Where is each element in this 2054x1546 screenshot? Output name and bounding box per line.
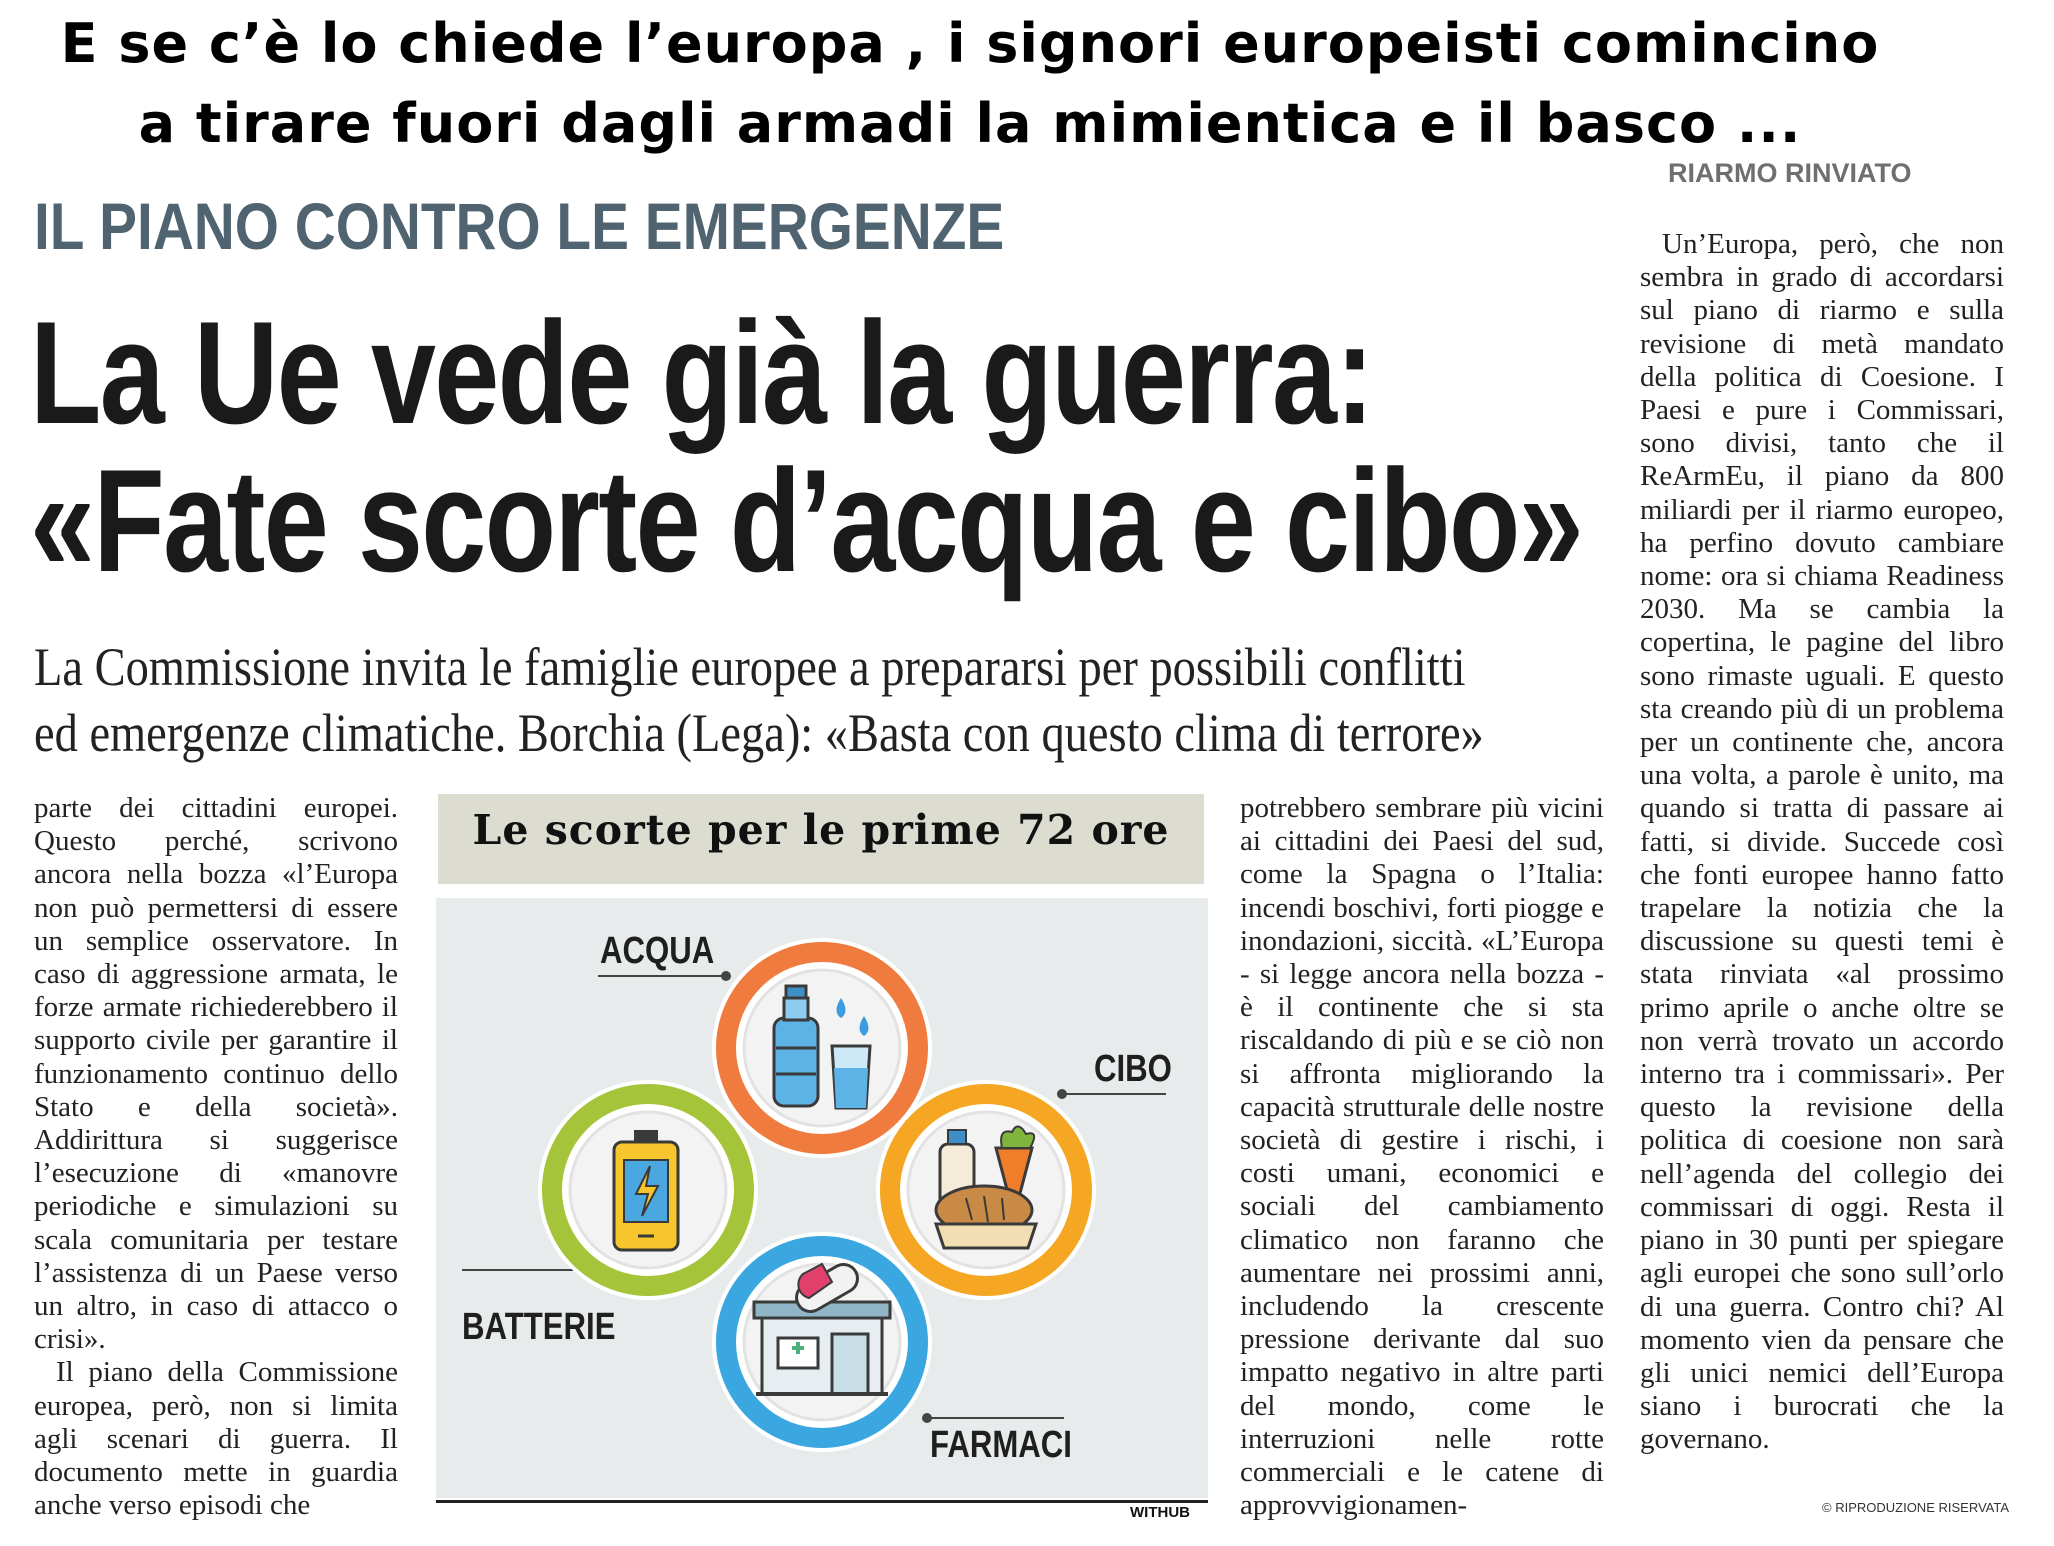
article-kicker: IL PIANO CONTRO LE EMERGENZE xyxy=(34,189,1005,263)
label-food: CIBO xyxy=(1094,1048,1172,1090)
caption-line-2: a tirare fuori dagli armadi la mimientica e il basco ... xyxy=(138,92,1802,155)
sidebar-paragraph: Un’Europa, però, che non sembra in grado di accordarsi sul piano di riarmo e sulla revisione di metà mandato della politica di Coesione. I Paesi e pure i Commissari, sono divisi, tanto che il ReArmEu, il piano da 800 miliardi per il riarmo europeo, ha perfino dovuto cambiare nome: ora si chiama Readiness 2030. Ma se cambia la copertina, le pagine del libro sono rimaste uguali. E questo sta creando più di un problema per un continente che, ancora una volta, a parole è unito, ma quando si tratta di passare ai fatti, si divide. Succede così che fonti europee hanno fatto trapelare la notizia che la discussione su questi temi è stata rinviata «al prossimo primo aprile o anche oltre se non verrà trovato un accordo interno tra i commissari». Per questo la revisione della politica di coesione non sarà nell’agenda del collegio dei commissari di oggi. Resta il piano in 30 punti per spiegare agli europei che sono sull’orlo di una guerra. Contro chi? Al momento vien da pensare che gli unici nemici dell’Europa siano i burocrati che la governano. xyxy=(1640,228,2004,1456)
pharmacy-icon xyxy=(754,1302,890,1394)
infographic-graphic xyxy=(436,898,1208,1498)
label-batteries: BATTERIE xyxy=(462,1306,616,1348)
column-2-paragraph: potrebbero sembrare più vicini ai cittadini dei Paesi del sud, come la Spagna o l’Italia: incendi boschivi, forti piogge e inondazioni, siccità. «L’Europa - si legge ancora nella bozza - è il continente che si sta riscaldando di più e se ciò non si affronta migliorando la capacità strutturale delle nostre società di gestire i rischi, i costi umani, economici e sociali del cambiamento climatico non faranno che aumentare nei prossimi anni, includendo la crescente pressione derivante dal suo impatto negativo in altre parti del mondo, come le interruzioni nelle rotte commerciali e le catene di approvvigionamen- xyxy=(1240,792,1604,1522)
food-tray-icon xyxy=(936,1224,1036,1248)
sidebar-label: RIARMO RINVIATO xyxy=(1668,158,1912,188)
deck-line-1: La Commissione invita le famiglie europee a prepararsi per possibili conflitti xyxy=(34,637,1466,697)
water-leader-dot xyxy=(722,972,730,980)
article-column-1 xyxy=(34,792,398,1522)
batteries-ring xyxy=(538,1080,758,1300)
infographic-credit: WITHUB xyxy=(1130,1504,1190,1521)
sidebar-column xyxy=(1640,228,2004,1457)
medicine-leader-dot xyxy=(923,1414,931,1422)
headline-line-1: La Ue vede già la guerra: xyxy=(30,291,1373,454)
water-glass-icon xyxy=(832,1046,870,1108)
label-medicine: FARMACI xyxy=(930,1424,1072,1466)
column-1-paragraph-2: Il piano della Commissione europea, però, non si limita agli scenari di guerra. Il documento mette in guardia anche verso episodi che xyxy=(34,1356,398,1522)
column-1-paragraph-1: parte dei cittadini europei. Questo perché, scrivono ancora nella bozza «l’Europa non può permettersi di essere un semplice osservatore. In caso di aggressione armata, le forze armate richiederebbero il supporto civile per garantire il funzionamento continuo dello Stato e della società». Addirittura si suggerisce l’esecuzione di «manovre periodiche e simulazioni su scala comunitaria per testare l’assistenza di un Paese verso un altro, in caso di attacco o crisi». xyxy=(34,792,398,1356)
battery-icon xyxy=(614,1130,678,1250)
medicine-ring xyxy=(712,1232,932,1452)
food-leader-dot xyxy=(1058,1090,1066,1098)
article-column-2 xyxy=(1240,792,1604,1522)
deck-line-2: ed emergenze climatiche. Borchia (Lega): «Basta con questo clima di terrore» xyxy=(34,703,1484,763)
food-ring xyxy=(876,1080,1096,1300)
water-ring-inner xyxy=(744,970,900,1126)
infographic-title: Le scorte per le prime 72 ore xyxy=(472,806,1170,854)
copyright-notice: © RIPRODUZIONE RISERVATA xyxy=(1822,1500,2010,1515)
headline-line-2: «Fate scorte d’acqua e cibo» xyxy=(30,439,1583,602)
infographic-bottom-rule xyxy=(436,1500,1208,1503)
label-water: ACQUA xyxy=(600,930,715,972)
caption-line-1: E se c’è lo chiede l’europa , i signori europeisti comincino xyxy=(60,12,1880,75)
